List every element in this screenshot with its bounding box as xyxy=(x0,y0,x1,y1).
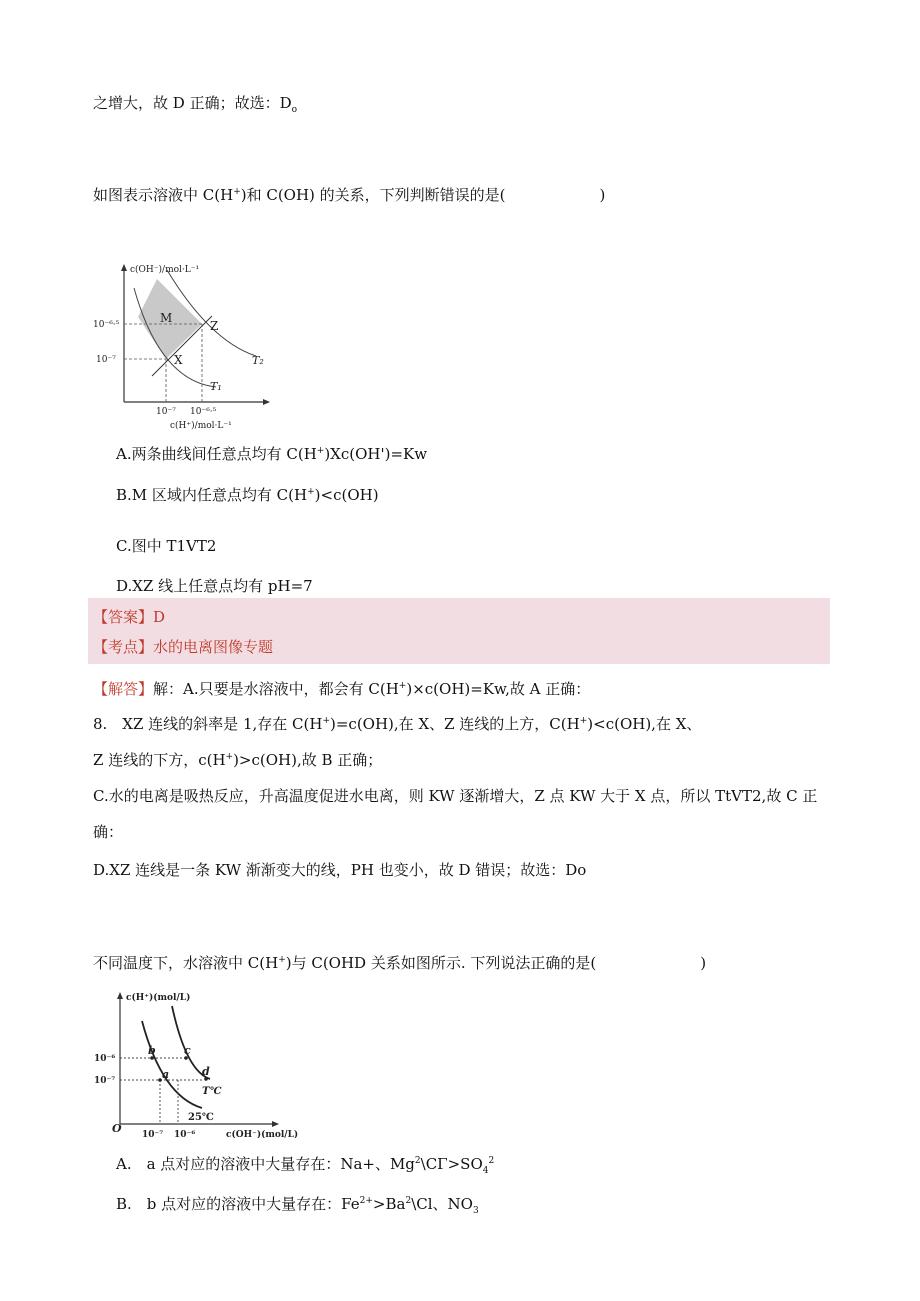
q2-origin: O xyxy=(112,1122,122,1135)
q2-point-b: b xyxy=(148,1044,156,1057)
q1-solution-line5: 确： xyxy=(93,823,124,841)
q1-topic: 【考点】水的电离图像专题 xyxy=(93,638,274,656)
q2-point-c: c xyxy=(184,1044,191,1057)
q1-point-x: X xyxy=(174,353,183,367)
q1-solution-line4: C.水的电离是吸热反应，升高温度促进水电离，则 KW 逐渐增大，Z 点 KW 大于 X 点，所以 TtVT2,故 C 正 xyxy=(93,787,818,805)
q1-solution-line1: 【解答】解：A.只要是水溶液中，都会有 C(H+)×c(OH)=Kw,故 A 正确： xyxy=(93,680,591,698)
q1-solution-line6: D.XZ 连线是一条 KW 渐渐变大的线，PH 也变小，故 D 错误；故选：Do xyxy=(93,861,587,879)
q1-curve-t2-label: T₂ xyxy=(252,354,264,367)
q2-y-tick-upper: 10⁻⁶ xyxy=(94,1054,116,1064)
q1-option-b: B.M 区域内任意点均有 C(H+)<c(OH) xyxy=(116,486,379,504)
q2-y-label: c(H⁺)(mol/L) xyxy=(126,993,191,1003)
q1-option-c: C.图中 T1VT2 xyxy=(116,537,217,555)
q2-option-b: B. b 点对应的溶液中大量存在：$Fe^{2+}>Ba^2\backslash Cl$、$NO_3$ xyxy=(116,1195,479,1216)
q1-y-label: c(OH⁻)/mol·L⁻¹ xyxy=(130,265,200,275)
q1-x-tick-right: 10⁻⁶·⁵ xyxy=(190,407,217,417)
q1-curve-t1-label: T₁ xyxy=(210,380,222,393)
q2-curve-25-label: 25℃ xyxy=(188,1112,214,1123)
q1-solution-line3: Z 连线的下方，c(H+)>c(OH),故 B 正确； xyxy=(93,751,383,769)
q2-point-d: d xyxy=(202,1065,210,1078)
q1-x-tick-left: 10⁻⁷ xyxy=(156,407,176,417)
q2-stem: 不同温度下，水溶液中 C(H+)与 C(OHD 关系如图所示. 下列说法正确的是( ) xyxy=(93,954,707,972)
q1-option-a: A.两条曲线间任意点均有 C(H+)Xc(OH')=Kw xyxy=(116,445,428,463)
q1-point-z: Z xyxy=(210,319,219,333)
q2-option-a: A. a 点对应的溶液中大量存在：Na+、$Mg^2\backslash C\Gamma>SO_4^2$ xyxy=(116,1155,495,1176)
q2-x-label: c(OH⁻)(mol/L) xyxy=(226,1130,299,1138)
q2-x-tick-right: 10⁻⁶ xyxy=(174,1130,196,1138)
q2-curve-t-label: T℃ xyxy=(202,1086,222,1097)
q1-x-label: c(H⁺)/mol·L⁻¹ xyxy=(170,421,232,431)
q2-x-tick-left: 10⁻⁷ xyxy=(142,1130,164,1138)
q1-y-tick-lower: 10⁻⁷ xyxy=(96,355,116,365)
q1-figure xyxy=(90,256,290,432)
q2-point-a: a xyxy=(162,1068,170,1081)
q2-figure xyxy=(90,986,300,1138)
q1-point-m: M xyxy=(160,311,173,325)
q1-stem: 如图表示溶液中 C(H+)和 C(OH) 的关系，下列判断错误的是( ) xyxy=(93,186,606,204)
q1-answer: 【答案】D xyxy=(93,608,166,626)
q1-option-d: D.XZ 线上任意点均有 pH=7 xyxy=(116,577,313,595)
q1-y-tick-upper: 10⁻⁶·⁵ xyxy=(93,320,120,330)
prev-solution-end: 之增大，故 D 正确；故选：$D_o$ xyxy=(93,94,298,115)
q2-y-tick-lower: 10⁻⁷ xyxy=(94,1076,116,1086)
q1-solution-line2: 8. XZ 连线的斜率是 1,存在 C(H+)=c(OH),在 X、Z 连线的上方，C(H+)<c(OH),在 X、 xyxy=(93,715,702,733)
